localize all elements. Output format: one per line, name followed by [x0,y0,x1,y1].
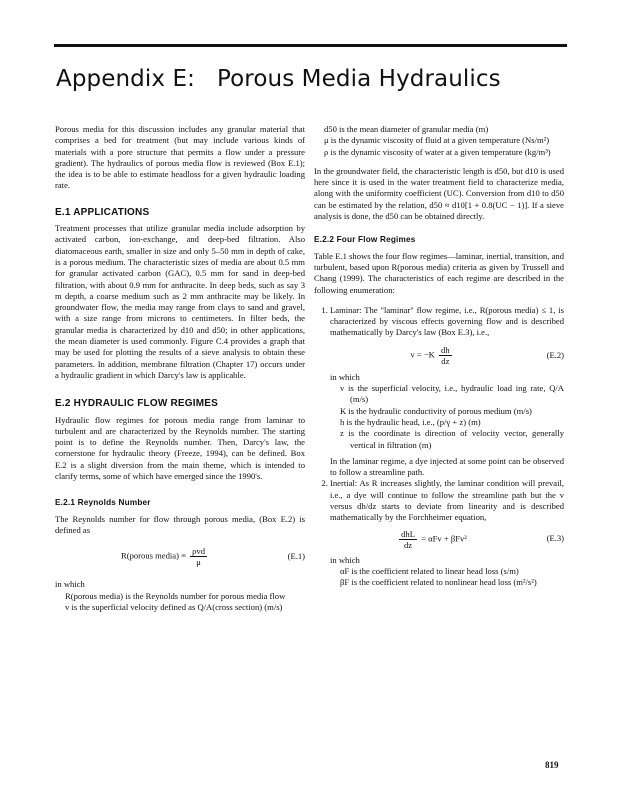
eq2-lhs: v = −K [410,349,435,360]
eq1-fraction [190,546,207,567]
eq2-denominator: dz [441,355,450,366]
page-number: 819 [545,760,559,770]
top-rule [54,44,567,47]
def3-alpha: αF is the coefficient related to linear head loss (s/m) [340,565,519,576]
def-d50: d50 is the mean diameter of granular media (m) [324,124,489,134]
def-mu: μ is the dynamic viscosity of fluid at a given temperature (Ns/m²) [324,135,550,146]
def2-head: h is the hydraulic head, i.e., (p/γ + z) (m) [340,416,481,427]
dye-paragraph: In the laminar regime, a dye injected at some point can be observed to follow a streamline path. [330,455,564,478]
section-e22-heading: E.2.2 Four Flow Regimes [314,235,416,245]
section-e22-paragraph: Table E.1 shows the four flow regimes—laminar, inertial, transition, and turbulent, based upon R(porous media) criteria as given by Trussell and Chang (1999). The characteristics of each regime are described in the following enumeration: [314,250,564,295]
in-which-label: in which [55,579,85,590]
appendix-title: Porous Media Hydraulics [216,66,501,92]
section-e2-heading: E.2 HYDRAULIC FLOW REGIMES [55,398,218,410]
def2-velocity: v is the superficial velocity, i.e., hydraulic load ing rate, Q/A (m/s) [340,383,564,405]
inertial-text: Inertial: As R increases slightly, the laminar condition will prevail, i.e., a dye will continue to follow the streamline path but the v versus dh/dz starts to deviate from linearity and is described mathematically by the Forchheimer equation, [330,478,564,523]
in-which-label-3: in which [330,554,360,565]
eq3-fraction [399,529,417,550]
page-title [56,66,501,92]
appendix-label: Appendix E: [56,66,195,92]
left-column [55,124,305,613]
eq2-numerator: dh [441,344,450,355]
eq1-tag: (E.1) [287,551,305,562]
list-item-laminar [330,305,564,479]
right-column [314,124,564,589]
section-e21-paragraph: The Reynolds number for flow through porous media, (Box E.2) is defined as [55,513,305,535]
equation-e2 [330,345,564,366]
def-reynolds: R(porous media) is the Reynolds number for porous media flow [65,590,286,601]
equation-e3 [330,529,564,550]
eq2-tag: (E.2) [546,349,564,360]
def2-conductivity: K is the hydraulic conductivity of porous medium (m/s) [340,405,532,416]
eq3-tag: (E.3) [546,533,564,544]
def-rho: ρ is the dynamic viscosity of water at a given temperature (kg/m³) [324,146,551,157]
groundwater-paragraph: In the groundwater field, the characteristic length is d50, but d10 is used here since it is used in the water treatment field to characterize media, along with the uniformity coefficient (UC). Conversion from d10 to d50 can be estimated by the relation, d50 ≈ d10[1 + 0.8(UC − 1)]. If a sieve analysis is done, the d50 can be obtained directly. [314,165,564,222]
def3-beta: βF is the coefficient related to nonlinear head loss (m²/s²) [340,577,537,588]
def2-coordinate: z is the coordinate is direction of velocity vector, generally vertical in filtration (m) [340,428,564,450]
flow-regime-list [314,305,564,589]
section-e2-paragraph: Hydraulic flow regimes for porous media range from laminar to turbulent and are characterized by the Reynolds number. The starting point is to define the Reynolds number. Then, Darcy's law, the cornerstone for hydraulic theory (Freeze, 1994), can be defined. Box E.2 is a slight diversion from the main theme, which is intended to clarify terms, some of which have emerged since the 1990's. [55,414,305,482]
in-which-label-2: in which [330,371,360,382]
eq1-numerator: ρvd [192,546,206,557]
section-e1-paragraph: Treatment processes that utilize granular media include adsorption by activated carbon, ion-exchange, and deep-bed filtration. Also diatomaceous earth, smaller in size and only 5–50 mm in depth of cake, is a porous medium. The characteristic sizes of media are about 0.5 mm for granular activated carbon (GAC), 0.5 mm for sand in deep-bed filtration, with about 0.9 mm for anthracite. In deep beds, such as say 3 m depth, a coarse medium such as 2 mm anthracite may be likely. In groundwater flow, the media may range from clays to sand and gravel, with a size range from microns to centimeters. In filter beds, the granular media is characterized by d10 and d50; in other applications, the mean diameter is used commonly. Figure C.4 provides a graph that may be used for plotting the results of a sieve analysis to obtain these parameters. In addition, membrane filtration (Chapter 17) occurs under a hydraulic gradient in which Darcy's law is applicable. [55,223,305,380]
def-velocity: v is the superficial velocity defined as Q/A(cross section) (m/s) [65,601,283,612]
list-item-inertial [330,478,564,588]
eq3-numerator: dhL [401,528,415,539]
eq2-fraction [439,345,452,366]
section-e1-heading: E.1 APPLICATIONS [55,206,150,218]
eq1-lhs: R(porous media) ≡ [120,550,186,561]
section-e21-heading: E.2.1 Reynolds Number [55,498,151,508]
intro-paragraph: Porous media for this discussion includes any granular material that comprises a bed for treatment (but may include various kinds of materials with a pore structure that permits a flow under a pressure gradient). The hydraulics of porous media flow is reviewed (Box E.1); the idea is to be able to estimate headloss for a given hydraulic loading rate. [55,124,305,191]
eq3-denominator: dz [403,539,413,550]
laminar-text: Laminar: The "laminar" flow regime, i.e., R(porous media) ≤ 1, is characterized by viscous effects governing flow and is described mathematically by Darcy's law (Box E.3), i.e., [330,304,564,338]
eq1-denominator: μ [196,557,201,568]
eq3-rhs: = αFv + βFv² [421,533,467,544]
equation-e1 [55,546,305,567]
